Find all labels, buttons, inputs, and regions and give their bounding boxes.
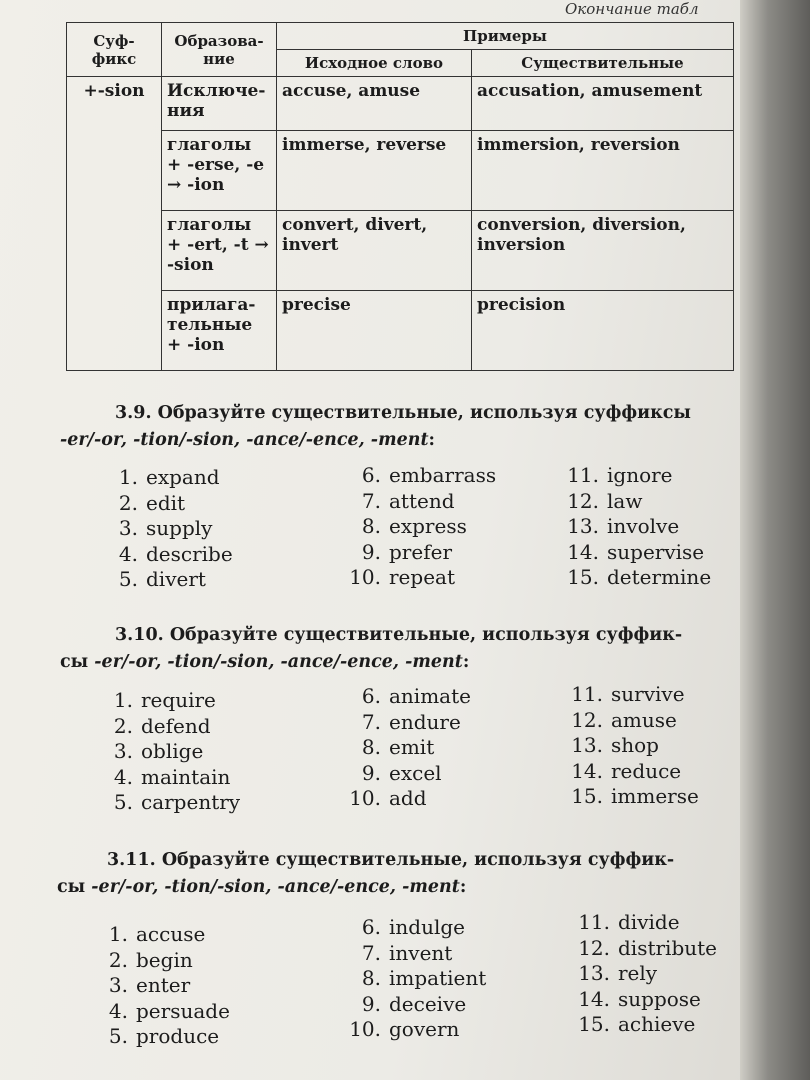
list-item-number: 6. (361, 915, 381, 939)
list-item (574, 910, 717, 936)
list-item (345, 710, 471, 736)
list-item-number: 15. (567, 565, 599, 589)
list-item-word: govern (389, 1017, 460, 1041)
list-item (345, 735, 471, 761)
list-item-number: 4. (118, 541, 138, 566)
suffix-list: -er/-or, -tion/-sion, -ance/-ence, -ment (91, 877, 460, 897)
list-item-word: supervise (607, 539, 705, 564)
list-item-word: immerse (611, 784, 699, 808)
list-item (118, 542, 233, 568)
suffix-list: -er/-or, -tion/-sion, -ance/-ence, -ment (94, 652, 463, 672)
list-item (113, 714, 240, 740)
list-item-word: ignore (607, 463, 673, 487)
list-item-word: law (607, 488, 643, 513)
table-row-formation: Исключе-ния (162, 77, 277, 131)
list-item (345, 786, 471, 812)
list-item-word: amuse (611, 707, 677, 732)
header-examples: Примеры (277, 23, 734, 50)
list-item (563, 489, 711, 515)
table-row-source: immerse, reverse (277, 131, 472, 211)
list-item (113, 739, 240, 765)
list-item (567, 759, 699, 785)
list-item-word: defend (141, 713, 211, 738)
list-item (345, 514, 496, 540)
word-column (108, 922, 230, 1050)
list-item-number: 14. (578, 986, 610, 1011)
list-item (118, 491, 233, 517)
list-item-number: 6. (361, 463, 381, 487)
list-item (108, 922, 230, 948)
list-item-word: reduce (611, 758, 682, 783)
exercise-title: Образуйте существительные, используя суффик- (169, 625, 683, 645)
list-item-word: invent (389, 940, 453, 965)
list-item (108, 948, 230, 974)
list-item-number: 4. (108, 998, 128, 1023)
list-item-number: 3. (108, 973, 128, 997)
list-item (345, 915, 486, 941)
list-item-word: endure (389, 709, 461, 734)
list-item-number: 13. (571, 733, 603, 757)
list-item-number: 4. (113, 764, 133, 789)
list-item-number: 7. (361, 940, 381, 965)
suffix-colon: : (428, 430, 435, 450)
list-item-word: produce (136, 1024, 220, 1048)
exercise-title: Образуйте существительные, используя суффиксы (157, 403, 691, 423)
suffix-colon: : (459, 877, 467, 897)
list-item-number: 14. (567, 539, 599, 564)
list-item-word: add (389, 786, 427, 810)
word-column (567, 682, 699, 810)
list-item (563, 565, 711, 591)
list-item (118, 567, 233, 593)
list-item (567, 733, 699, 759)
word-column (118, 465, 233, 593)
list-item (118, 516, 233, 542)
list-item-number: 8. (361, 735, 381, 759)
exercise-line2: сы (60, 652, 89, 672)
list-item (574, 1012, 717, 1038)
list-item (108, 1024, 230, 1050)
exercise-3-10-heading (115, 622, 682, 649)
list-item-word: attend (389, 488, 455, 513)
list-item-word: achieve (618, 1012, 696, 1036)
list-item-word: begin (136, 947, 193, 972)
list-item-word: emit (389, 735, 435, 759)
list-item (345, 761, 471, 787)
suffix-list: -er/-or, -tion/-sion, -ance/-ence, -ment (60, 430, 429, 450)
header-source-word: Исходное слово (277, 50, 472, 77)
list-item-number: 11. (571, 682, 603, 706)
list-item-word: animate (389, 684, 471, 708)
list-item (345, 1017, 486, 1043)
list-item-number: 2. (118, 490, 138, 515)
list-item-word: maintain (141, 764, 231, 789)
suffix-cell: +-sion (67, 77, 162, 371)
list-item-word: accuse (136, 922, 206, 946)
word-column (345, 463, 496, 591)
list-item-number: 11. (578, 910, 610, 934)
list-item-number: 2. (108, 947, 128, 972)
header-formation: Образова-ние (162, 23, 277, 77)
list-item-number: 13. (578, 961, 610, 985)
list-item-word: excel (389, 760, 442, 785)
suffix-table (66, 22, 734, 371)
list-item-word: carpentry (141, 790, 241, 814)
table-row-noun: conversion, diversion, inversion (472, 211, 734, 291)
list-item-number: 12. (567, 488, 599, 513)
list-item (108, 973, 230, 999)
list-item-word: expand (146, 465, 220, 489)
exercise-3-11-heading (107, 847, 674, 874)
header-nouns: Существительные (472, 50, 734, 77)
list-item-word: distribute (618, 935, 718, 960)
list-item (118, 465, 233, 491)
header-suffix: Суф-фикс (67, 23, 162, 77)
word-column (345, 684, 471, 812)
list-item-word: involve (607, 514, 680, 538)
table-row-source: precise (277, 291, 472, 371)
list-item-word: require (141, 688, 216, 712)
word-column (563, 463, 711, 591)
list-item-word: shop (611, 733, 659, 757)
list-item (113, 790, 240, 816)
list-item (345, 540, 496, 566)
list-item-word: rely (618, 961, 658, 985)
list-item-number: 15. (578, 1012, 610, 1036)
list-item-word: deceive (389, 991, 467, 1016)
list-item-number: 5. (108, 1024, 128, 1048)
running-head: Окончание табл (565, 0, 699, 18)
list-item-number: 6. (361, 684, 381, 708)
list-item-number: 12. (578, 935, 610, 960)
exercise-line2: сы (57, 877, 86, 897)
list-item (345, 489, 496, 515)
list-item (567, 682, 699, 708)
list-item-word: persuade (136, 998, 230, 1023)
list-item-word: oblige (141, 739, 204, 763)
list-item-word: prefer (389, 539, 452, 564)
list-item-number: 15. (571, 784, 603, 808)
list-item (113, 765, 240, 791)
list-item-word: repeat (389, 565, 455, 589)
list-item (574, 936, 717, 962)
word-column (574, 910, 717, 1038)
list-item (574, 961, 717, 987)
list-item-word: embarrass (389, 463, 497, 487)
list-item (567, 784, 699, 810)
exercise-3-10-suffixes (60, 649, 469, 676)
exercise-3-9-heading (115, 400, 691, 427)
list-item-word: enter (136, 973, 191, 997)
table-row-noun: precision (472, 291, 734, 371)
list-item-number: 7. (361, 709, 381, 734)
list-item-number: 7. (361, 488, 381, 513)
list-item (563, 540, 711, 566)
exercise-3-9-suffixes (60, 427, 435, 454)
page-edge-shadow (740, 0, 810, 1080)
exercise-number: 3.10. (115, 625, 164, 645)
list-item-number: 3. (113, 739, 133, 763)
list-item-number: 2. (113, 713, 133, 738)
exercise-number: 3.11. (107, 850, 156, 870)
table-row-noun: accusation, amusement (472, 77, 734, 131)
list-item (345, 966, 486, 992)
list-item-number: 1. (118, 465, 138, 489)
word-column (345, 915, 486, 1043)
list-item-number: 9. (361, 760, 381, 785)
list-item-word: describe (146, 541, 233, 566)
list-item-number: 10. (349, 786, 381, 810)
table-row-noun: immersion, reversion (472, 131, 734, 211)
list-item-word: survive (611, 682, 685, 706)
list-item-number: 9. (361, 991, 381, 1016)
list-item-number: 8. (361, 966, 381, 990)
list-item-word: divert (146, 567, 206, 591)
list-item-number: 13. (567, 514, 599, 538)
suffix-colon: : (462, 652, 470, 672)
list-item-word: suppose (618, 986, 701, 1011)
list-item (345, 684, 471, 710)
list-item-number: 1. (113, 688, 133, 712)
list-item-word: supply (146, 516, 213, 540)
table-row-source: convert, divert, invert (277, 211, 472, 291)
list-item-number: 14. (571, 758, 603, 783)
list-item-number: 5. (113, 790, 133, 814)
list-item-number: 12. (571, 707, 603, 732)
word-column (113, 688, 240, 816)
list-item (567, 708, 699, 734)
list-item (563, 463, 711, 489)
list-item-word: indulge (389, 915, 465, 939)
list-item-word: determine (607, 565, 712, 589)
list-item (113, 688, 240, 714)
list-item (563, 514, 711, 540)
list-item (345, 463, 496, 489)
list-item (574, 987, 717, 1013)
exercise-number: 3.9. (115, 403, 152, 423)
table-row-formation: прилага-тельные + -ion (162, 291, 277, 371)
list-item-word: express (389, 514, 467, 538)
table-row-formation: глаголы + -erse, -e → -ion (162, 131, 277, 211)
list-item (345, 941, 486, 967)
list-item-word: divide (618, 910, 680, 934)
list-item-number: 1. (108, 922, 128, 946)
exercise-3-11-suffixes (57, 874, 466, 901)
list-item-word: impatient (389, 966, 487, 990)
list-item-word: edit (146, 490, 186, 515)
list-item-number: 3. (118, 516, 138, 540)
exercise-title: Образуйте существительные, используя суффик- (161, 850, 675, 870)
list-item-number: 5. (118, 567, 138, 591)
table-row-source: accuse, amuse (277, 77, 472, 131)
list-item-number: 8. (361, 514, 381, 538)
list-item-number: 11. (567, 463, 599, 487)
list-item-number: 9. (361, 539, 381, 564)
table-row-formation: глаголы + -ert, -t → -sion (162, 211, 277, 291)
list-item (345, 992, 486, 1018)
list-item-number: 10. (349, 565, 381, 589)
list-item-number: 10. (349, 1017, 381, 1041)
list-item (108, 999, 230, 1025)
list-item (345, 565, 496, 591)
